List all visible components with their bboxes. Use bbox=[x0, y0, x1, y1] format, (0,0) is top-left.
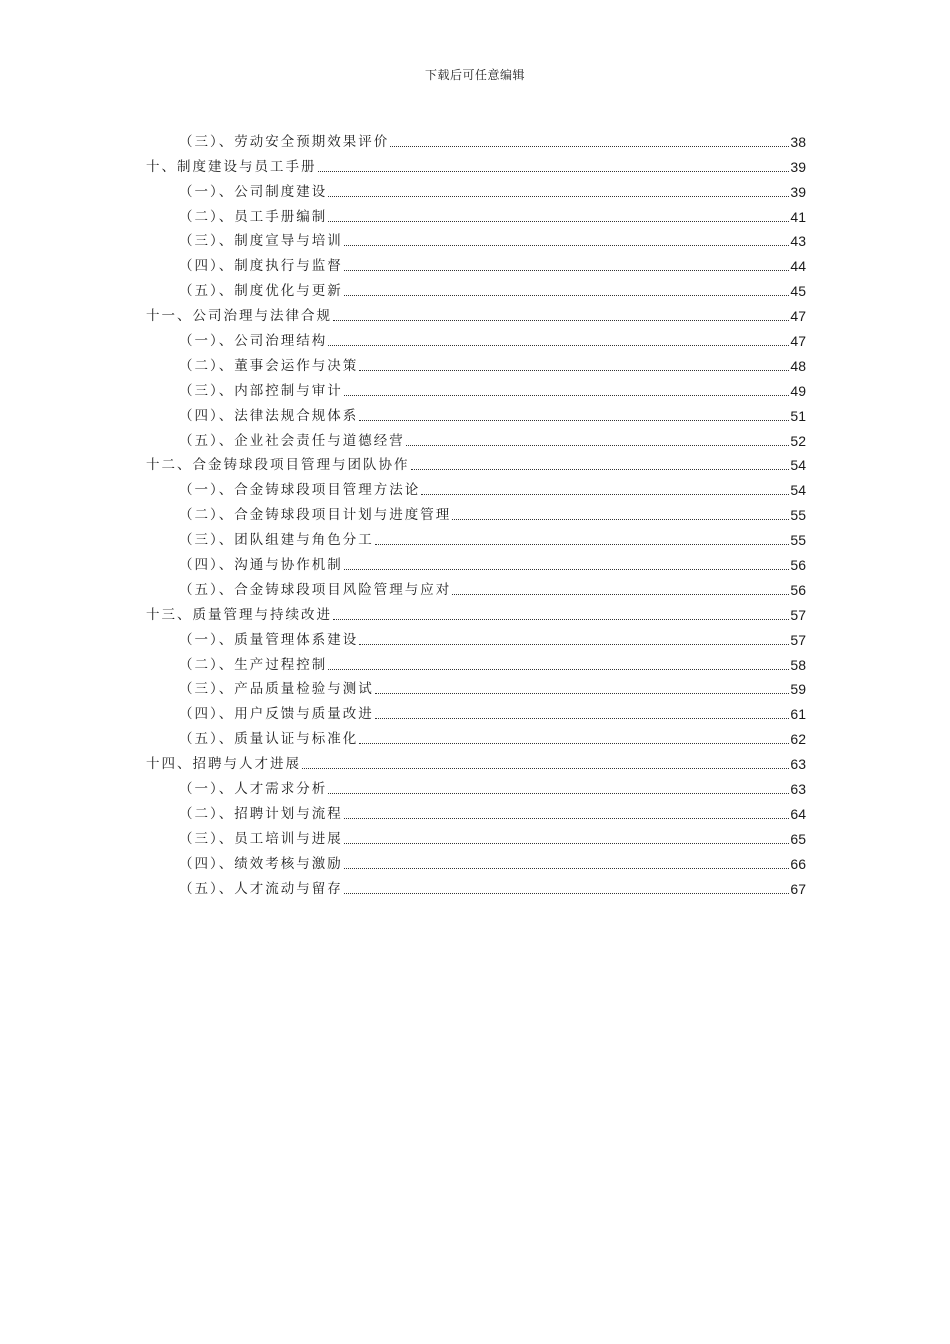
toc-dot-leader bbox=[390, 146, 789, 147]
toc-entry-title: （一）、公司制度建设 bbox=[179, 183, 328, 200]
toc-entry-title: （四）、法律法规合规体系 bbox=[179, 407, 359, 424]
toc-entry-title: （一）、质量管理体系建设 bbox=[179, 631, 359, 648]
toc-entry-8[interactable] bbox=[146, 300, 806, 325]
toc-page-number: 51 bbox=[790, 407, 806, 424]
toc-dot-leader bbox=[359, 420, 789, 421]
toc-dot-leader bbox=[328, 345, 789, 346]
toc-entry-11[interactable] bbox=[146, 375, 806, 400]
toc-entry-title: （三）、劳动安全预期效果评价 bbox=[179, 133, 390, 150]
toc-entry-4[interactable] bbox=[146, 201, 806, 226]
toc-page-number: 58 bbox=[790, 656, 806, 673]
toc-page-number: 54 bbox=[790, 482, 806, 499]
toc-page-number: 62 bbox=[790, 731, 806, 748]
toc-entry-title: 十四、招聘与人才进展 bbox=[146, 756, 301, 773]
toc-entry-21[interactable] bbox=[146, 624, 806, 649]
toc-entry-10[interactable] bbox=[146, 350, 806, 375]
toc-page-number: 57 bbox=[790, 631, 806, 648]
toc-entry-title: （二）、员工手册编制 bbox=[179, 208, 328, 225]
toc-entry-7[interactable] bbox=[146, 275, 806, 300]
toc-entry-title: （五）、企业社会责任与道德经营 bbox=[179, 432, 405, 449]
toc-entry-14[interactable] bbox=[146, 450, 806, 475]
toc-dot-leader bbox=[375, 544, 790, 545]
toc-entry-20[interactable] bbox=[146, 599, 806, 624]
toc-dot-leader bbox=[359, 644, 789, 645]
toc-entry-28[interactable] bbox=[146, 798, 806, 823]
toc-entry-title: （四）、绩效考核与激励 bbox=[179, 855, 343, 872]
toc-entry-title: （三）、内部控制与审计 bbox=[179, 382, 343, 399]
toc-entry-title: 十三、质量管理与持续改进 bbox=[146, 606, 332, 623]
toc-entry-title: （四）、用户反馈与质量改进 bbox=[179, 706, 374, 723]
toc-entry-title: 十一、公司治理与法律合规 bbox=[146, 308, 332, 325]
toc-page-number: 63 bbox=[790, 781, 806, 798]
toc-page-number: 65 bbox=[790, 830, 806, 847]
toc-dot-leader bbox=[344, 295, 790, 296]
toc-entry-title: （五）、合金铸球段项目风险管理与应对 bbox=[179, 581, 452, 598]
toc-entry-title: （三）、制度宣导与培训 bbox=[179, 233, 343, 250]
toc-entry-title: 十二、合金铸球段项目管理与团队协作 bbox=[146, 457, 410, 474]
toc-page-number: 63 bbox=[790, 756, 806, 773]
toc-dot-leader bbox=[359, 370, 789, 371]
toc-dot-leader bbox=[406, 445, 790, 446]
toc-dot-leader bbox=[302, 768, 789, 769]
toc-page-number: 64 bbox=[790, 805, 806, 822]
toc-page-number: 52 bbox=[790, 432, 806, 449]
toc-page-number: 48 bbox=[790, 357, 806, 374]
toc-entry-29[interactable] bbox=[146, 823, 806, 848]
toc-entry-title: （二）、生产过程控制 bbox=[179, 656, 328, 673]
toc-entry-2[interactable] bbox=[146, 151, 806, 176]
toc-page-number: 57 bbox=[790, 606, 806, 623]
toc-page-number: 41 bbox=[790, 208, 806, 225]
toc-entry-title: （二）、合金铸球段项目计划与进度管理 bbox=[179, 507, 452, 524]
toc-entry-title: （四）、沟通与协作机制 bbox=[179, 557, 343, 574]
toc-entry-18[interactable] bbox=[146, 549, 806, 574]
table-of-contents bbox=[146, 126, 806, 898]
toc-entry-title: （三）、产品质量检验与测试 bbox=[179, 681, 374, 698]
toc-entry-26[interactable] bbox=[146, 748, 806, 773]
toc-entry-title: （三）、团队组建与角色分工 bbox=[179, 532, 374, 549]
toc-page-number: 39 bbox=[790, 158, 806, 175]
toc-dot-leader bbox=[344, 569, 790, 570]
toc-dot-leader bbox=[344, 843, 790, 844]
toc-page-number: 67 bbox=[790, 880, 806, 897]
toc-entry-title: （一）、公司治理结构 bbox=[179, 333, 328, 350]
toc-dot-leader bbox=[411, 469, 790, 470]
toc-page-number: 49 bbox=[790, 382, 806, 399]
toc-entry-9[interactable] bbox=[146, 325, 806, 350]
toc-dot-leader bbox=[452, 594, 789, 595]
toc-page-number: 47 bbox=[790, 333, 806, 350]
toc-page-number: 44 bbox=[790, 258, 806, 275]
toc-page-number: 66 bbox=[790, 855, 806, 872]
toc-entry-1[interactable] bbox=[146, 126, 806, 151]
toc-entry-23[interactable] bbox=[146, 674, 806, 699]
toc-page-number: 45 bbox=[790, 283, 806, 300]
toc-page-number: 43 bbox=[790, 233, 806, 250]
toc-page-number: 61 bbox=[790, 706, 806, 723]
toc-dot-leader bbox=[328, 669, 789, 670]
toc-entry-title: （一）、人才需求分析 bbox=[179, 781, 328, 798]
toc-page-number: 47 bbox=[790, 308, 806, 325]
toc-dot-leader bbox=[333, 320, 789, 321]
toc-dot-leader bbox=[328, 221, 789, 222]
toc-entry-title: （五）、质量认证与标准化 bbox=[179, 731, 359, 748]
toc-entry-24[interactable] bbox=[146, 698, 806, 723]
toc-entry-title: （五）、制度优化与更新 bbox=[179, 283, 343, 300]
toc-dot-leader bbox=[344, 893, 790, 894]
toc-entry-16[interactable] bbox=[146, 499, 806, 524]
toc-entry-title: （五）、人才流动与留存 bbox=[179, 880, 343, 897]
toc-dot-leader bbox=[375, 718, 790, 719]
toc-page-number: 55 bbox=[790, 507, 806, 524]
page-header: 下载后可任意编辑 bbox=[424, 68, 525, 82]
toc-entry-title: （二）、董事会运作与决策 bbox=[179, 357, 359, 374]
toc-page-number: 56 bbox=[790, 581, 806, 598]
toc-entry-17[interactable] bbox=[146, 524, 806, 549]
toc-entry-15[interactable] bbox=[146, 474, 806, 499]
toc-dot-leader bbox=[452, 519, 789, 520]
toc-dot-leader bbox=[375, 693, 790, 694]
toc-dot-leader bbox=[328, 196, 789, 197]
toc-page-number: 56 bbox=[790, 557, 806, 574]
toc-dot-leader bbox=[344, 868, 790, 869]
toc-page-number: 55 bbox=[790, 532, 806, 549]
toc-entry-3[interactable] bbox=[146, 176, 806, 201]
toc-entry-5[interactable] bbox=[146, 226, 806, 251]
toc-dot-leader bbox=[318, 171, 790, 172]
toc-entry-title: （四）、制度执行与监督 bbox=[179, 258, 343, 275]
toc-entry-22[interactable] bbox=[146, 649, 806, 674]
toc-entry-27[interactable] bbox=[146, 773, 806, 798]
toc-page-number: 39 bbox=[790, 183, 806, 200]
toc-entry-title: （二）、招聘计划与流程 bbox=[179, 805, 343, 822]
toc-entry-13[interactable] bbox=[146, 425, 806, 450]
toc-entry-25[interactable] bbox=[146, 723, 806, 748]
toc-entry-31[interactable] bbox=[146, 873, 806, 898]
toc-entry-title: （一）、合金铸球段项目管理方法论 bbox=[179, 482, 421, 499]
toc-dot-leader bbox=[328, 793, 789, 794]
toc-dot-leader bbox=[344, 270, 790, 271]
toc-entry-title: （三）、员工培训与进展 bbox=[179, 830, 343, 847]
toc-entry-title: 十、制度建设与员工手册 bbox=[146, 158, 317, 175]
toc-dot-leader bbox=[344, 818, 790, 819]
toc-entry-19[interactable] bbox=[146, 574, 806, 599]
toc-entry-30[interactable] bbox=[146, 848, 806, 873]
toc-dot-leader bbox=[344, 245, 790, 246]
toc-dot-leader bbox=[333, 619, 789, 620]
toc-entry-12[interactable] bbox=[146, 400, 806, 425]
toc-page-number: 54 bbox=[790, 457, 806, 474]
toc-dot-leader bbox=[344, 395, 790, 396]
toc-page-number: 59 bbox=[790, 681, 806, 698]
toc-page-number: 38 bbox=[790, 133, 806, 150]
toc-dot-leader bbox=[359, 743, 789, 744]
toc-dot-leader bbox=[421, 494, 789, 495]
toc-entry-6[interactable] bbox=[146, 250, 806, 275]
